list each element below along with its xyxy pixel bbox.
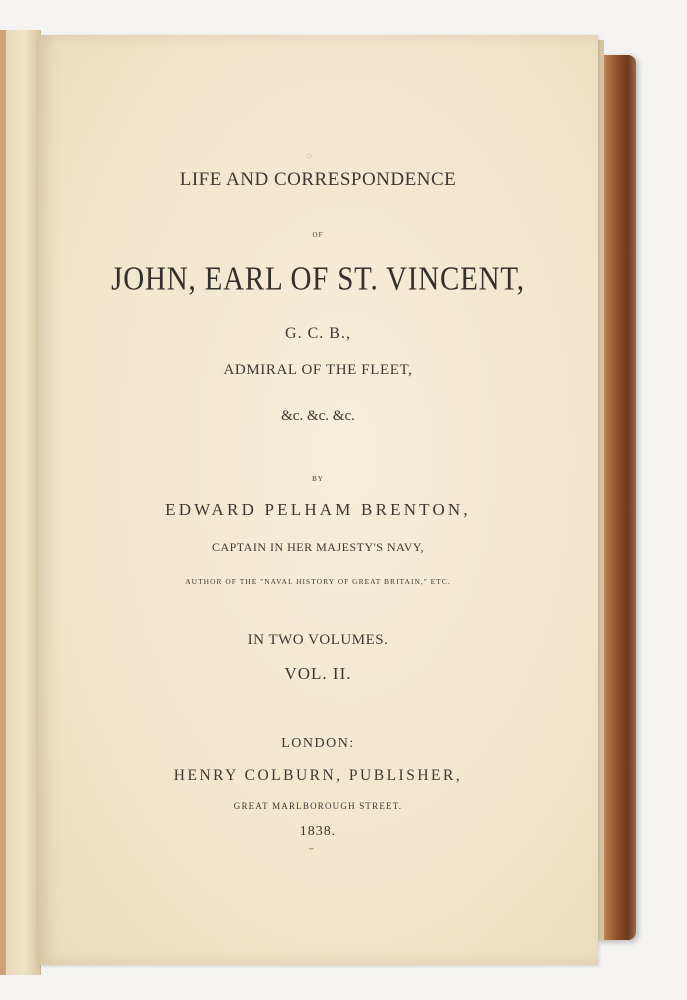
paper-blemish: ◌: [306, 151, 312, 162]
publisher: HENRY COLBURN, PUBLISHER,: [173, 767, 463, 784]
author-works: AUTHOR OF THE "NAVAL HISTORY OF GREAT BRITAIN," ETC.: [185, 577, 451, 586]
rank: ADMIRAL OF THE FLEET,: [223, 362, 413, 378]
paper-blemish: ⌣: [308, 843, 315, 854]
street: GREAT MARLBOROUGH STREET.: [233, 801, 403, 811]
by-label: BY: [312, 475, 324, 483]
place: LONDON:: [281, 736, 355, 751]
etc-line: &c. &c. &c.: [281, 408, 355, 424]
honours: G. C. B.,: [285, 325, 351, 342]
volumes-line: IN TWO VOLUMES.: [247, 632, 389, 648]
author-name: EDWARD PELHAM BRENTON,: [165, 500, 471, 519]
title-line-1: LIFE AND CORRESPONDENCE: [179, 169, 457, 190]
of-label: OF: [312, 231, 324, 239]
title-page: [38, 35, 598, 965]
title-line-2: JOHN, EARL OF ST. VINCENT,: [111, 260, 525, 298]
year: 1838.: [299, 824, 337, 839]
left-page-edge: [0, 30, 41, 975]
author-title: CAPTAIN IN HER MAJESTY'S NAVY,: [211, 540, 425, 554]
volume-number: VOL. II.: [284, 664, 352, 683]
